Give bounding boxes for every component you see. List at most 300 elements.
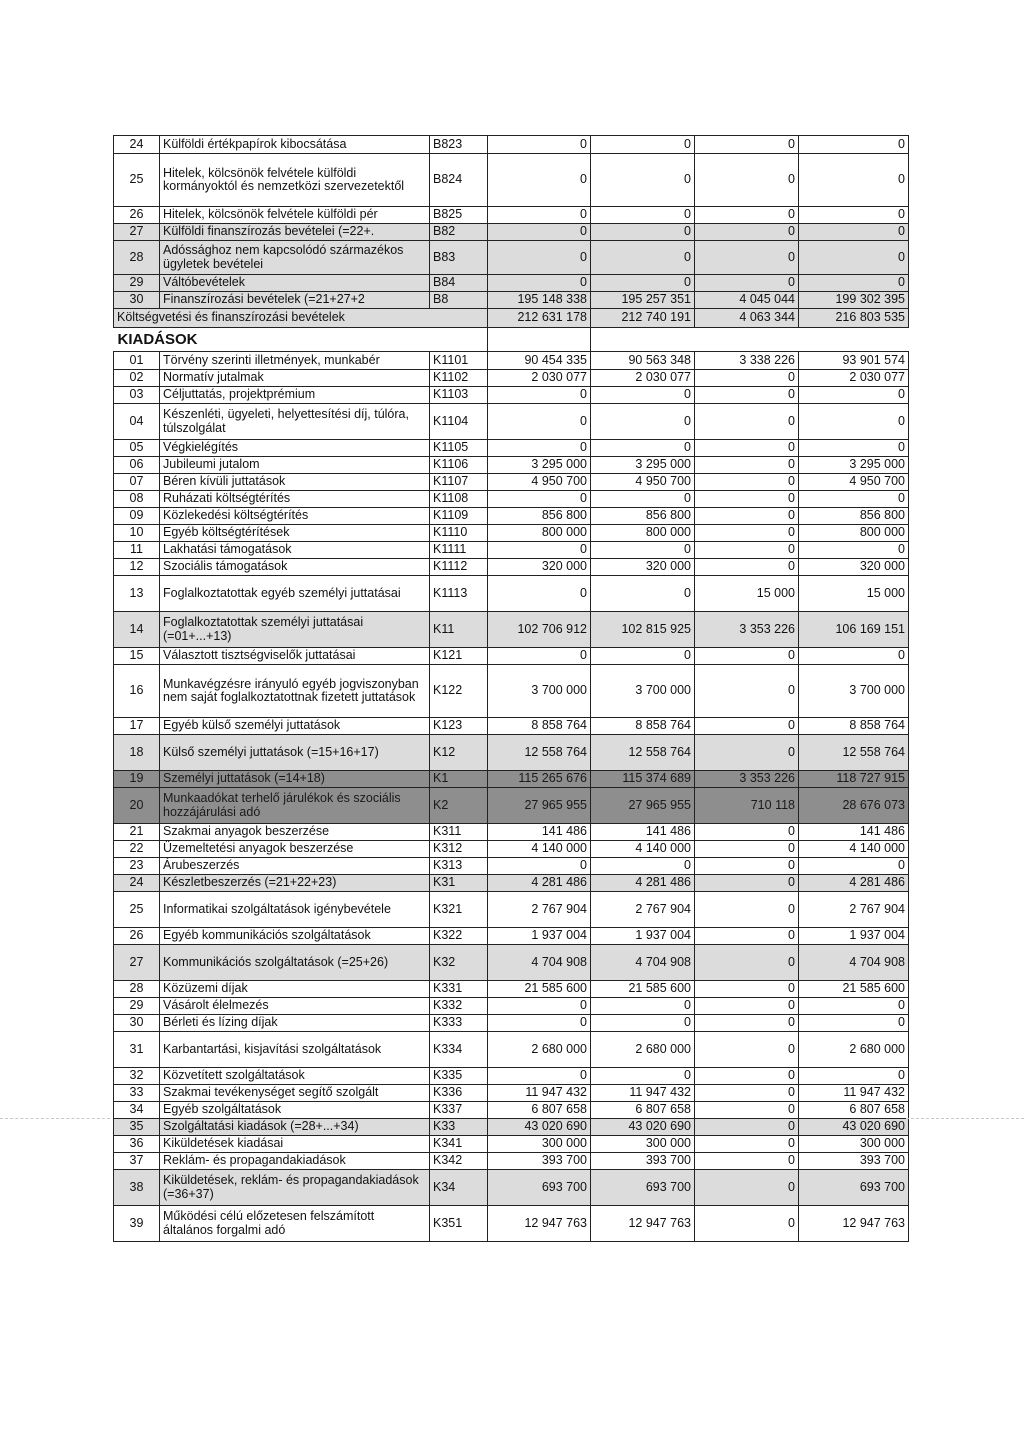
row-value-1: 4 281 486	[488, 875, 591, 892]
row-value-2: 4 704 908	[591, 945, 695, 981]
row-value-1: 0	[488, 440, 591, 457]
table-row	[114, 352, 909, 370]
table-row	[114, 275, 909, 292]
table-row	[114, 1085, 909, 1102]
row-number: 22	[114, 841, 160, 858]
total-value-2: 212 740 191	[591, 309, 695, 328]
row-value-1: 115 265 676	[488, 771, 591, 788]
row-number: 14	[114, 612, 160, 648]
row-value-3: 0	[695, 440, 799, 457]
row-value-1: 0	[488, 275, 591, 292]
row-value-3: 0	[695, 275, 799, 292]
row-value-1: 3 700 000	[488, 665, 591, 718]
row-value-3: 0	[695, 224, 799, 241]
row-code: K32	[430, 945, 488, 981]
row-value-2: 0	[591, 858, 695, 875]
row-value-1: 0	[488, 224, 591, 241]
row-value-4: 28 676 073	[799, 788, 909, 824]
row-number: 27	[114, 945, 160, 981]
row-code: K1103	[430, 387, 488, 404]
row-code: K1108	[430, 491, 488, 508]
row-number: 26	[114, 928, 160, 945]
row-description: Működési célú előzetesen felszámított általános forgalmi adó	[160, 1206, 430, 1242]
row-value-4: 693 700	[799, 1170, 909, 1206]
row-code: K1102	[430, 370, 488, 387]
row-value-2: 4 281 486	[591, 875, 695, 892]
row-value-4: 4 281 486	[799, 875, 909, 892]
row-number: 31	[114, 1032, 160, 1068]
row-value-2: 12 558 764	[591, 735, 695, 771]
row-value-4: 0	[799, 491, 909, 508]
row-description: Reklám- és propagandakiadások	[160, 1153, 430, 1170]
row-value-3: 0	[695, 1032, 799, 1068]
row-number: 08	[114, 491, 160, 508]
table-row	[114, 648, 909, 665]
row-code: K11	[430, 612, 488, 648]
row-description: Készenléti, ügyeleti, helyettesítési díj, túlóra, túlszolgálat	[160, 404, 430, 440]
row-number: 07	[114, 474, 160, 491]
row-value-2: 21 585 600	[591, 981, 695, 998]
row-number: 04	[114, 404, 160, 440]
row-code: K334	[430, 1032, 488, 1068]
row-value-1: 1 937 004	[488, 928, 591, 945]
table-row	[114, 1170, 909, 1206]
row-value-1: 0	[488, 207, 591, 224]
table-row	[114, 735, 909, 771]
row-number: 02	[114, 370, 160, 387]
section-header-row	[114, 328, 909, 352]
row-value-1: 0	[488, 1068, 591, 1085]
section-title-kiadasok: KIADÁSOK	[114, 328, 488, 352]
row-description: Munkavégzésre irányuló egyéb jogviszonyban nem saját foglalkoztatottnak fizetett juttatások	[160, 665, 430, 718]
row-code: K1107	[430, 474, 488, 491]
row-description: Közvetített szolgáltatások	[160, 1068, 430, 1085]
table-row	[114, 1015, 909, 1032]
row-value-3: 0	[695, 1153, 799, 1170]
row-value-2: 2 030 077	[591, 370, 695, 387]
row-value-1: 0	[488, 542, 591, 559]
row-description: Készletbeszerzés (=21+22+23)	[160, 875, 430, 892]
row-value-2: 27 965 955	[591, 788, 695, 824]
row-value-3: 0	[695, 648, 799, 665]
row-description: Törvény szerinti illetmények, munkabér	[160, 352, 430, 370]
row-value-4: 0	[799, 440, 909, 457]
row-value-1: 90 454 335	[488, 352, 591, 370]
row-value-1: 12 558 764	[488, 735, 591, 771]
row-code: K122	[430, 665, 488, 718]
row-value-4: 4 140 000	[799, 841, 909, 858]
budget-table	[113, 135, 909, 1242]
row-value-1: 195 148 338	[488, 292, 591, 309]
row-description: Céljuttatás, projektprémium	[160, 387, 430, 404]
row-value-4: 320 000	[799, 559, 909, 576]
row-description: Ruházati költségtérítés	[160, 491, 430, 508]
row-code: B825	[430, 207, 488, 224]
row-number: 26	[114, 207, 160, 224]
blank-cell	[799, 328, 909, 352]
row-value-3: 0	[695, 1102, 799, 1119]
row-value-2: 1 937 004	[591, 928, 695, 945]
row-value-4: 0	[799, 404, 909, 440]
row-value-4: 0	[799, 648, 909, 665]
table-row	[114, 612, 909, 648]
row-number: 05	[114, 440, 160, 457]
row-number: 27	[114, 224, 160, 241]
row-value-1: 2 767 904	[488, 892, 591, 928]
row-value-2: 4 950 700	[591, 474, 695, 491]
row-code: K322	[430, 928, 488, 945]
total-row	[114, 309, 909, 328]
row-value-4: 0	[799, 1068, 909, 1085]
row-code: B82	[430, 224, 488, 241]
row-value-2: 0	[591, 440, 695, 457]
row-value-3: 0	[695, 1068, 799, 1085]
table-row	[114, 928, 909, 945]
table-row	[114, 824, 909, 841]
row-value-4: 0	[799, 998, 909, 1015]
row-value-4: 0	[799, 387, 909, 404]
row-value-4: 3 295 000	[799, 457, 909, 474]
row-code: K33	[430, 1119, 488, 1136]
row-value-4: 4 704 908	[799, 945, 909, 981]
row-value-1: 102 706 912	[488, 612, 591, 648]
row-value-4: 0	[799, 858, 909, 875]
row-value-2: 8 858 764	[591, 718, 695, 735]
table-row	[114, 665, 909, 718]
row-value-4: 21 585 600	[799, 981, 909, 998]
row-code: K333	[430, 1015, 488, 1032]
row-code: B824	[430, 154, 488, 207]
row-description: Vásárolt élelmezés	[160, 998, 430, 1015]
row-description: Foglalkoztatottak egyéb személyi juttatásai	[160, 576, 430, 612]
table-row	[114, 771, 909, 788]
row-number: 20	[114, 788, 160, 824]
table-row	[114, 1032, 909, 1068]
row-value-1: 0	[488, 154, 591, 207]
row-value-4: 1 937 004	[799, 928, 909, 945]
row-value-3: 4 045 044	[695, 292, 799, 309]
row-description: Szakmai anyagok beszerzése	[160, 824, 430, 841]
row-value-1: 800 000	[488, 525, 591, 542]
row-value-3: 0	[695, 387, 799, 404]
row-value-1: 320 000	[488, 559, 591, 576]
row-description: Váltóbevételek	[160, 275, 430, 292]
row-code: K331	[430, 981, 488, 998]
row-code: K1112	[430, 559, 488, 576]
row-value-4: 12 947 763	[799, 1206, 909, 1242]
row-value-3: 0	[695, 718, 799, 735]
row-value-3: 0	[695, 1170, 799, 1206]
row-value-3: 0	[695, 998, 799, 1015]
row-value-3: 0	[695, 981, 799, 998]
row-number: 39	[114, 1206, 160, 1242]
row-description: Üzemeltetési anyagok beszerzése	[160, 841, 430, 858]
row-number: 23	[114, 858, 160, 875]
row-value-2: 0	[591, 998, 695, 1015]
row-value-3: 0	[695, 892, 799, 928]
blank-cell	[488, 328, 591, 352]
table-row	[114, 136, 909, 154]
row-code: K313	[430, 858, 488, 875]
row-value-2: 0	[591, 404, 695, 440]
row-value-4: 393 700	[799, 1153, 909, 1170]
row-code: K1105	[430, 440, 488, 457]
blank-cell	[591, 328, 695, 352]
table-row	[114, 718, 909, 735]
row-number: 17	[114, 718, 160, 735]
row-value-2: 12 947 763	[591, 1206, 695, 1242]
row-description: Szolgáltatási kiadások (=28+...+34)	[160, 1119, 430, 1136]
row-value-2: 800 000	[591, 525, 695, 542]
row-value-3: 710 118	[695, 788, 799, 824]
row-description: Végkielégítés	[160, 440, 430, 457]
row-description: Karbantartási, kisjavítási szolgáltatások	[160, 1032, 430, 1068]
table-row	[114, 1153, 909, 1170]
total-value-3: 4 063 344	[695, 309, 799, 328]
row-value-3: 0	[695, 1136, 799, 1153]
row-value-1: 43 020 690	[488, 1119, 591, 1136]
row-description: Külső személyi juttatások (=15+16+17)	[160, 735, 430, 771]
row-value-2: 393 700	[591, 1153, 695, 1170]
row-value-2: 11 947 432	[591, 1085, 695, 1102]
row-value-4: 856 800	[799, 508, 909, 525]
table-row	[114, 491, 909, 508]
table-row	[114, 457, 909, 474]
row-value-3: 0	[695, 928, 799, 945]
row-value-2: 4 140 000	[591, 841, 695, 858]
row-code: K312	[430, 841, 488, 858]
row-number: 15	[114, 648, 160, 665]
row-value-4: 0	[799, 275, 909, 292]
row-number: 24	[114, 875, 160, 892]
row-value-3: 3 353 226	[695, 612, 799, 648]
row-value-4: 0	[799, 136, 909, 154]
row-number: 35	[114, 1119, 160, 1136]
table-row	[114, 841, 909, 858]
row-code: K2	[430, 788, 488, 824]
table-row	[114, 508, 909, 525]
row-value-3: 0	[695, 370, 799, 387]
row-number: 01	[114, 352, 160, 370]
row-value-1: 0	[488, 576, 591, 612]
row-number: 25	[114, 154, 160, 207]
row-number: 13	[114, 576, 160, 612]
row-value-3: 0	[695, 542, 799, 559]
row-value-3: 0	[695, 508, 799, 525]
row-description: Személyi juttatások (=14+18)	[160, 771, 430, 788]
row-number: 10	[114, 525, 160, 542]
row-value-1: 0	[488, 858, 591, 875]
row-value-4: 106 169 151	[799, 612, 909, 648]
row-description: Normatív jutalmak	[160, 370, 430, 387]
row-value-4: 2 680 000	[799, 1032, 909, 1068]
row-number: 30	[114, 1015, 160, 1032]
row-value-2: 0	[591, 387, 695, 404]
row-code: K1104	[430, 404, 488, 440]
row-value-1: 141 486	[488, 824, 591, 841]
row-number: 33	[114, 1085, 160, 1102]
table-row	[114, 1206, 909, 1242]
row-code: K1113	[430, 576, 488, 612]
row-value-2: 0	[591, 491, 695, 508]
row-value-4: 93 901 574	[799, 352, 909, 370]
row-value-4: 11 947 432	[799, 1085, 909, 1102]
row-value-3: 0	[695, 207, 799, 224]
row-value-3: 0	[695, 136, 799, 154]
table-row	[114, 370, 909, 387]
row-number: 37	[114, 1153, 160, 1170]
row-value-2: 693 700	[591, 1170, 695, 1206]
row-value-2: 2 680 000	[591, 1032, 695, 1068]
row-value-3: 3 353 226	[695, 771, 799, 788]
row-value-3: 0	[695, 858, 799, 875]
total-value-1: 212 631 178	[488, 309, 591, 328]
row-value-2: 43 020 690	[591, 1119, 695, 1136]
table-row	[114, 440, 909, 457]
row-number: 29	[114, 275, 160, 292]
table-row	[114, 387, 909, 404]
row-description: Kommunikációs szolgáltatások (=25+26)	[160, 945, 430, 981]
row-description: Jubileumi jutalom	[160, 457, 430, 474]
table-row	[114, 981, 909, 998]
row-value-2: 320 000	[591, 559, 695, 576]
row-value-3: 3 338 226	[695, 352, 799, 370]
row-description: Egyéb külső személyi juttatások	[160, 718, 430, 735]
row-value-2: 0	[591, 275, 695, 292]
row-description: Informatikai szolgáltatások igénybevétele	[160, 892, 430, 928]
row-value-2: 90 563 348	[591, 352, 695, 370]
table-row	[114, 241, 909, 275]
row-value-2: 102 815 925	[591, 612, 695, 648]
row-code: K31	[430, 875, 488, 892]
row-value-4: 118 727 915	[799, 771, 909, 788]
row-number: 12	[114, 559, 160, 576]
row-description: Külföldi finanszírozás bevételei (=22+.	[160, 224, 430, 241]
row-value-3: 0	[695, 525, 799, 542]
table-row	[114, 559, 909, 576]
row-number: 11	[114, 542, 160, 559]
row-description: Árubeszerzés	[160, 858, 430, 875]
row-code: K1109	[430, 508, 488, 525]
row-value-1: 21 585 600	[488, 981, 591, 998]
row-value-2: 141 486	[591, 824, 695, 841]
row-code: K123	[430, 718, 488, 735]
row-value-4: 0	[799, 542, 909, 559]
table-row	[114, 542, 909, 559]
blank-cell	[695, 328, 799, 352]
row-value-2: 0	[591, 207, 695, 224]
table-row	[114, 224, 909, 241]
row-value-3: 0	[695, 1015, 799, 1032]
row-value-1: 11 947 432	[488, 1085, 591, 1102]
row-number: 38	[114, 1170, 160, 1206]
row-value-3: 0	[695, 154, 799, 207]
row-value-4: 800 000	[799, 525, 909, 542]
row-code: K1106	[430, 457, 488, 474]
row-value-2: 0	[591, 1068, 695, 1085]
row-value-1: 0	[488, 491, 591, 508]
row-value-4: 0	[799, 1015, 909, 1032]
row-value-4: 4 950 700	[799, 474, 909, 491]
row-description: Egyéb szolgáltatások	[160, 1102, 430, 1119]
row-value-1: 0	[488, 1015, 591, 1032]
row-value-1: 4 140 000	[488, 841, 591, 858]
row-value-2: 3 295 000	[591, 457, 695, 474]
row-code: K321	[430, 892, 488, 928]
row-value-2: 0	[591, 576, 695, 612]
row-description: Közlekedési költségtérítés	[160, 508, 430, 525]
row-number: 09	[114, 508, 160, 525]
row-value-4: 0	[799, 207, 909, 224]
row-value-2: 0	[591, 154, 695, 207]
row-number: 06	[114, 457, 160, 474]
row-value-4: 300 000	[799, 1136, 909, 1153]
row-value-1: 0	[488, 387, 591, 404]
table-row	[114, 474, 909, 491]
row-value-1: 6 807 658	[488, 1102, 591, 1119]
scan-margin-line-right	[906, 1118, 1024, 1119]
table-row	[114, 525, 909, 542]
row-number: 19	[114, 771, 160, 788]
total-label: Költségvetési és finanszírozási bevételek	[114, 309, 488, 328]
row-description: Külföldi értékpapírok kibocsátása	[160, 136, 430, 154]
row-value-3: 0	[695, 559, 799, 576]
row-description: Egyéb költségtérítések	[160, 525, 430, 542]
row-value-1: 0	[488, 648, 591, 665]
row-description: Bérleti és lízing díjak	[160, 1015, 430, 1032]
row-value-2: 0	[591, 241, 695, 275]
table-row	[114, 858, 909, 875]
row-number: 03	[114, 387, 160, 404]
row-description: Lakhatási támogatások	[160, 542, 430, 559]
table-row	[114, 1068, 909, 1085]
row-value-4: 2 767 904	[799, 892, 909, 928]
row-value-2: 6 807 658	[591, 1102, 695, 1119]
row-value-2: 0	[591, 542, 695, 559]
row-value-3: 0	[695, 241, 799, 275]
row-value-3: 0	[695, 665, 799, 718]
row-value-4: 141 486	[799, 824, 909, 841]
row-number: 16	[114, 665, 160, 718]
totals-section	[114, 309, 909, 352]
row-code: K1110	[430, 525, 488, 542]
row-code: K332	[430, 998, 488, 1015]
row-code: B823	[430, 136, 488, 154]
row-number: 30	[114, 292, 160, 309]
row-description: Választott tisztségviselők juttatásai	[160, 648, 430, 665]
table-row	[114, 1102, 909, 1119]
row-value-1: 4 950 700	[488, 474, 591, 491]
row-number: 34	[114, 1102, 160, 1119]
row-value-1: 0	[488, 241, 591, 275]
table-row	[114, 945, 909, 981]
row-description: Adóssághoz nem kapcsolódó származékos ügyletek bevételei	[160, 241, 430, 275]
row-value-4: 0	[799, 224, 909, 241]
row-value-3: 0	[695, 491, 799, 508]
row-value-4: 3 700 000	[799, 665, 909, 718]
row-description: Béren kívüli juttatások	[160, 474, 430, 491]
row-description: Hitelek, kölcsönök felvétele külföldi kormányoktól és nemzetközi szervezetektől	[160, 154, 430, 207]
row-value-3: 0	[695, 457, 799, 474]
row-value-2: 0	[591, 136, 695, 154]
row-description: Foglalkoztatottak személyi juttatásai (=01+...+13)	[160, 612, 430, 648]
row-description: Munkaadókat terhelő járulékok és szociális hozzájárulási adó	[160, 788, 430, 824]
row-value-3: 0	[695, 1119, 799, 1136]
row-value-3: 15 000	[695, 576, 799, 612]
row-code: K311	[430, 824, 488, 841]
row-value-1: 8 858 764	[488, 718, 591, 735]
row-number: 24	[114, 136, 160, 154]
